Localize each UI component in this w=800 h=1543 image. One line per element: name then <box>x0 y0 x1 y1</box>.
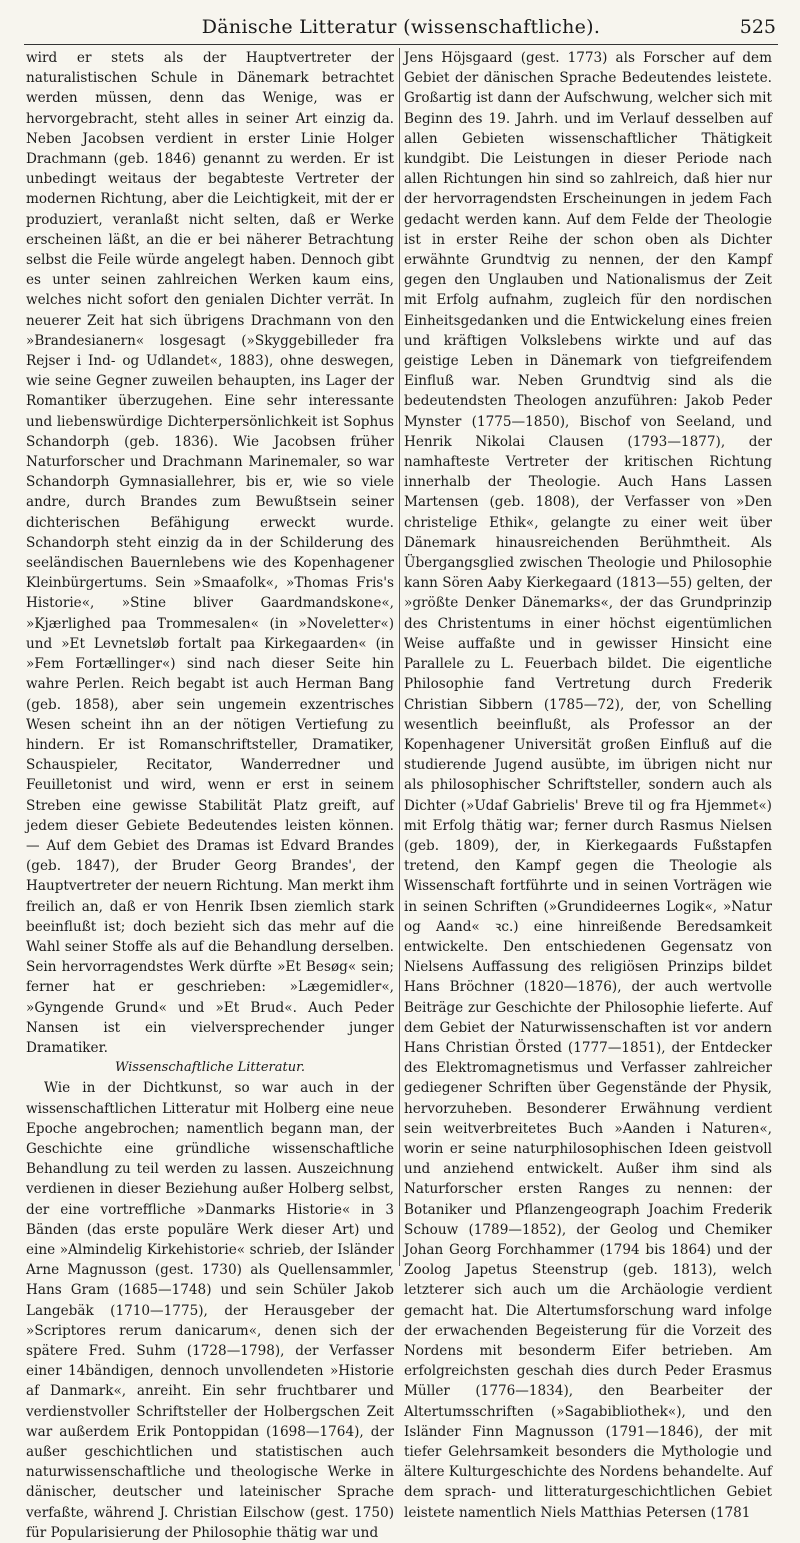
page-number: 525 <box>739 16 776 38</box>
paragraph: wird er stets als der Hauptvertreter der naturalistischen Schule in Dänemark betrachtet werden müssen, denn das Wenige, was er hervorgebracht, steht alles in seiner Art einzig da. Neben Jacobsen verdient in erster Linie Holger Drachmann (geb. 1846) genannt zu werden. Er ist unbedingt weitaus der begabteste Vertreter der modernen Richtung, aber die Leichtigkeit, mit der er produziert, veranlaßt nicht selten, daß er Werke erscheinen läßt, an die er bei näherer Betrachtung selbst die Feile würde angelegt haben. Dennoch gibt es unter seinen zahlreichen Werken kaum eins, welches nicht sofort den genialen Dichter verrät. In neuerer Zeit hat sich übrigens Drachmann von den »Brandesianern« losgesagt (»Skyggebilleder fra Rejser i Ind- og Udlandet«, 1883), ohne deswegen, wie seine Gegner zuweilen behaupten, ins Lager der Romantiker überzugehen. Eine sehr interessante und liebenswürdige Dichterpersönlichkeit ist Sophus Schandorph (geb. 1836). Wie Jacobsen früher Naturforscher und Drachmann Marinemaler, so war Schandorph Gymnasiallehrer, bis er, wie so viele andre, durch Brandes zum Bewußtsein seiner dichterischen Befähigung erweckt wurde. Schandorph steht einzig da in der Schilderung des seeländischen Bauernlebens wie des Kopenhagener Kleinbürgertums. Sein »Smaafolk«, »Thomas Fris's Historie«, »Stine bliver Gaardmandskone«, »Kjærlighed paa Trommesalen« (in »Noveletter«) und »Et Levnetsløb fortalt paa Kirkegaarden« (in »Fem Fortællinger«) sind nach dieser Seite hin wahre Perlen. Reich begabt ist auch Herman Bang (geb. 1858), aber sein ungemein exzentrisches Wesen scheint ihn an der nötigen Vertiefung zu hindern. Er ist Romanschriftsteller, Dramatiker, Schauspieler, Recitator, Wanderredner und Feuilletonist und wird, wenn er erst in seinem Streben eine gewisse Stabilität Platz greift, auf jedem dieser Gebiete Bedeutendes leisten können. — Auf dem Gebiet des Dramas ist Edvard Brandes (geb. 1847), der Bruder Georg Brandes', der Hauptvertreter der neuern Richtung. Man merkt ihm freilich an, daß er von Henrik Ibsen ziemlich stark beeinflußt ist; doch bezieht sich das mehr auf die Wahl seiner Stoffe als auf die Behandlung derselben. Sein hervorragendstes Werk dürfte »Et Besøg« sein; ferner hat er geschrieben: »Lægemidler«, »Gyngende Grund« und »Et Brud«. Auch Peder Nansen ist ein vielversprechender junger Dramatiker. <box>26 50 394 1056</box>
right-column <box>404 48 772 1521</box>
page-header <box>24 14 778 45</box>
running-title: Dänische Litteratur (wissenschaftliche). <box>201 16 601 38</box>
section-subheading: Wissenschaftliche Litteratur. <box>114 1060 306 1076</box>
paragraph: Jens Höjsgaard (gest. 1773) als Forscher auf dem Gebiet der dänischen Sprache Bedeutendes leistete. Großartig ist dann der Aufschwung, welcher sich mit Beginn des 19. Jahrh. und im Verlauf desselben auf allen Gebieten wissenschaftlicher Thätigkeit kundgibt. Die Leistungen in dieser Periode nach allen Richtungen hin sind so zahlreich, daß hier nur der hervorragendsten Erscheinungen in jedem Fach gedacht werden kann. Auf dem Felde der Theologie ist in erster Reihe der schon oben als Dichter erwähnte Grundtvig zu nennen, der den Kampf gegen den Unglauben und Nationalismus der Zeit mit Erfolg aufnahm, zugleich für den nordischen Einheitsgedanken und die Entwickelung eines freien und kräftigen Volkslebens wirkte und auf das geistige Leben in Dänemark von tiefgreifendem Einfluß war. Neben Grundtvig sind als die bedeutendsten Theologen anzuführen: Jakob Peder Mynster (1775—1850), Bischof von Seeland, und Henrik Nikolai Clausen (1793—1877), der namhafteste Vertreter der kritischen Richtung innerhalb der Theologie. Auch Hans Lassen Martensen (geb. 1808), der Verfasser von »Den christelige Ethik«, gelangte zu einer weit über Dänemark hinausreichenden Berühmtheit. Als Übergangsglied zwischen Theologie und Philosophie kann Sören Aaby Kierkegaard (1813—55) gelten, der »größte Denker Dänemarks«, der das Grundprinzip des Christentums in einer höchst eigentümlichen Weise auffaßte und in gewisser Hinsicht eine Parallele zu L. Feuerbach bildet. Die eigentliche Philosophie fand Vertretung durch Frederik Christian Sibbern (1785—72), der, von Schelling wesentlich beeinflußt, als Professor an der Kopenhagener Universität großen Einfluß auf die studierende Jugend ausübte, im übrigen nicht nur als philosophischer Schriftsteller, sondern auch als Dichter (»Udaf Gabrielis' Breve til og fra Hjemmet«) mit Erfolg thätig war; ferner durch Rasmus Nielsen (geb. 1809), der, in Kierkegaards Fußstapfen tretend, den Kampf gegen die Theologie als Wissenschaft fortführte und in seinen Vorträgen wie in seinen Schriften (»Grundideernes Logik«, »Natur og Aand« ꝛc.) eine hinreißende Beredsamkeit entwickelte. Den entschiedenen Gegensatz von Nielsens Auffassung des religiösen Prinzips bildet Hans Bröchner (1820—1876), der auch wertvolle Beiträge zur Geschichte der Philosophie lieferte. Auf dem Gebiet der Naturwissenschaften ist vor andern Hans Christian Örsted (1777—1851), der Entdecker des Elektromagnetismus und Verfasser zahlreicher gediegener Schriften über Gegenstände der Physik, hervorzuheben. Besonderer Erwähnung verdient sein weitverbreitetes Buch »Aanden i Naturen«, worin er seine naturphilosophischen Ideen geistvoll und anziehend entwickelt. Außer ihm sind als Naturforscher ersten Ranges zu nennen: der Botaniker und Pflanzengeograph Joachim Frederik Schouw (1789—1852), der Geolog und Chemiker Johan Georg Forchhammer (1794 bis 1864) und der Zoolog Japetus Steenstrup (geb. 1813), welch letzterer sich auch um die Archäologie verdient gemacht hat. Die Altertumsforschung ward infolge der erwachenden Begeisterung für die Vorzeit des Nordens mit besonderm Eifer betrieben. Am erfolgreichsten geschah dies durch Peder Erasmus Müller (1776—1834), den Bearbeiter der Altertumsschriften (»Sagabibliothek«), und den Isländer Finn Magnusson (1791—1846), der mit tiefer Gelehrsamkeit besonders die Mythologie und ältere Kulturgeschichte des Nordens behandelte. Auf dem sprach- und litteraturgeschichtlichen Gebiet leistete namentlich Niels Matthias Petersen (1781 <box>404 50 772 1521</box>
column-divider <box>399 48 400 1266</box>
text-columns <box>24 48 778 1541</box>
left-column <box>26 48 394 1541</box>
paragraph: Wie in der Dichtkunst, so war auch in der wissenschaftlichen Litteratur mit Holberg eine neue Epoche angebrochen; namentlich begann man, der Geschichte eine gründliche wissenschaftliche Behandlung zu teil werden zu lassen. Auszeichnung verdienen in dieser Beziehung außer Holberg selbst, der eine vortreffliche »Danmarks Historie« in 3 Bänden (das erste populäre Werk dieser Art) und eine »Almindelig Kirkehistorie« schrieb, der Isländer Arne Magnusson (gest. 1730) als Quellensammler, Hans Gram (1685—1748) und sein Schüler Jakob Langebäk (1710—1775), der Herausgeber der »Scriptores rerum danicarum«, denen sich der spätere Fred. Suhm (1728—1798), der Verfasser einer 14bändigen, dennoch unvollendeten »Historie af Danmark«, anreiht. Ein sehr fruchtbarer und verdienstvoller Schriftsteller der Holbergschen Zeit war außerdem Erik Pontoppidan (1698—1764), der außer geschichtlichen und statistischen auch naturwissenschaftliche und theologische Werke in dänischer, deutscher und lateinischer Sprache verfaßte, während J. Christian Eilschow (gest. 1750) für Popularisierung der Philosophie thätig war und <box>26 1080 394 1541</box>
